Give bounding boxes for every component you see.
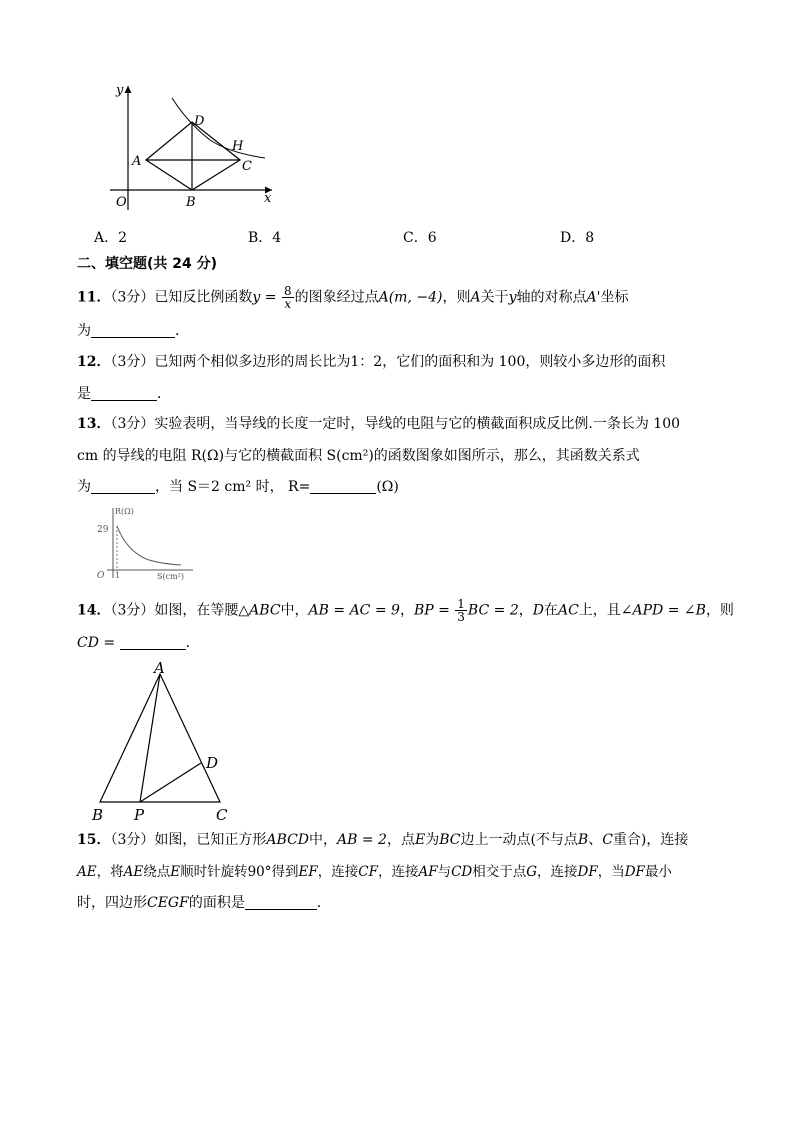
q11-line2: 为 . [77,323,180,339]
label-D: D [206,754,219,772]
q10-figure [100,78,280,213]
hyperbola-curve [172,98,265,158]
label-P: P [134,806,145,824]
q13-text: （3分）实验表明，当导线的长度一定时，导线的电阻与它的横截面积成反比例.一条长为 100 [110,416,681,432]
rhombus-ABCD [146,122,240,190]
q12-text: （3分）已知两个相似多边形的周长比为1：2，它们的面积和为 100，则较小多边形的面积 [110,354,666,370]
q11-fraction: $\frac{8}{x}$ [283,284,292,311]
q15-line3: 时，四边形CEGF的面积是 ． [77,895,331,911]
q11-answer-blank[interactable] [91,323,175,338]
q14-number: 14． [77,602,111,619]
q13-answer-blank-2[interactable] [310,479,376,494]
q15-line2: AE，将AE绕点E顺时针旋转90°得到EF，连接CF，连接AF与CD相交于点G，连接DF，当DF最小 [77,864,672,880]
q14-answer-blank[interactable] [120,635,186,650]
label-29: 29 [97,525,109,535]
q15-number: 15． [77,832,111,848]
q13-number: 13． [77,416,111,432]
q13-figure [93,504,203,584]
section-heading: 二、填空题(共 24 分) [77,256,218,272]
q11-text: （3分）已知反比例函数 [110,289,253,306]
q12-line2: 是 ． [77,386,171,402]
label-C: C [216,806,228,824]
label-R: R(Ω) [115,507,134,516]
label-B: B [186,195,196,210]
q14-line1: 14．（3分）如图，在等腰△ABC中，AB = AC = 9，BP = $\frac{1}{3}$ BC = 2，D在AC上，且∠APD = ∠B，则 [77,597,734,624]
segment-AP [140,674,160,802]
q12-answer-blank[interactable] [91,386,157,401]
label-O: O [116,195,127,210]
q15-line1: 15．（3分）如图，已知正方形ABCD中，AB = 2，点E为BC边上一动点(不与点B、C重合)，连接 [77,832,689,848]
q13-answer-blank-1[interactable] [91,479,155,494]
option-d: D．8 [560,230,595,246]
label-y: y [116,83,124,98]
triangle-ABC [100,674,220,802]
q11-number: 11． [77,289,111,306]
segment-PD [140,763,201,802]
q14-figure [88,660,238,824]
label-S: S(cm²) [157,572,184,581]
q11-line1: 11．（3分）已知反比例函数y = $\frac{8}{x}$ 的图象经过点A(m, −4)，则A关于y轴的对称点A'坐标 [77,284,629,311]
option-c: C．6 [403,230,437,246]
inverse-curve [117,526,181,565]
q13-line3: 为 ，当 S＝2 cm² 时， R= (Ω) [77,479,399,495]
option-a: A．2 [94,230,128,246]
q12-number: 12． [77,354,111,370]
label-A: A [132,154,142,169]
q12-line1 [77,352,665,372]
q15-answer-blank[interactable] [245,895,317,910]
label-D: D [194,114,205,129]
label-B: B [92,806,104,824]
q13-line1 [77,414,680,434]
label-H: H [232,139,244,154]
label-C: C [242,159,252,174]
label-x: x [264,191,272,206]
q14-line2: CD = ． [77,635,200,651]
label-1: 1 [115,571,121,580]
label-A: A [154,660,165,677]
q14-fraction: $\frac{1}{3}$ [457,597,465,624]
q13-line2: cm 的导线的电阻 R(Ω)与它的横截面积 S(cm²)的函数图象如图所示，那么，其函数关系式 [77,448,640,464]
option-b: B．4 [248,230,282,246]
label-O: O [97,571,105,581]
q11-fx: y = [252,289,281,306]
